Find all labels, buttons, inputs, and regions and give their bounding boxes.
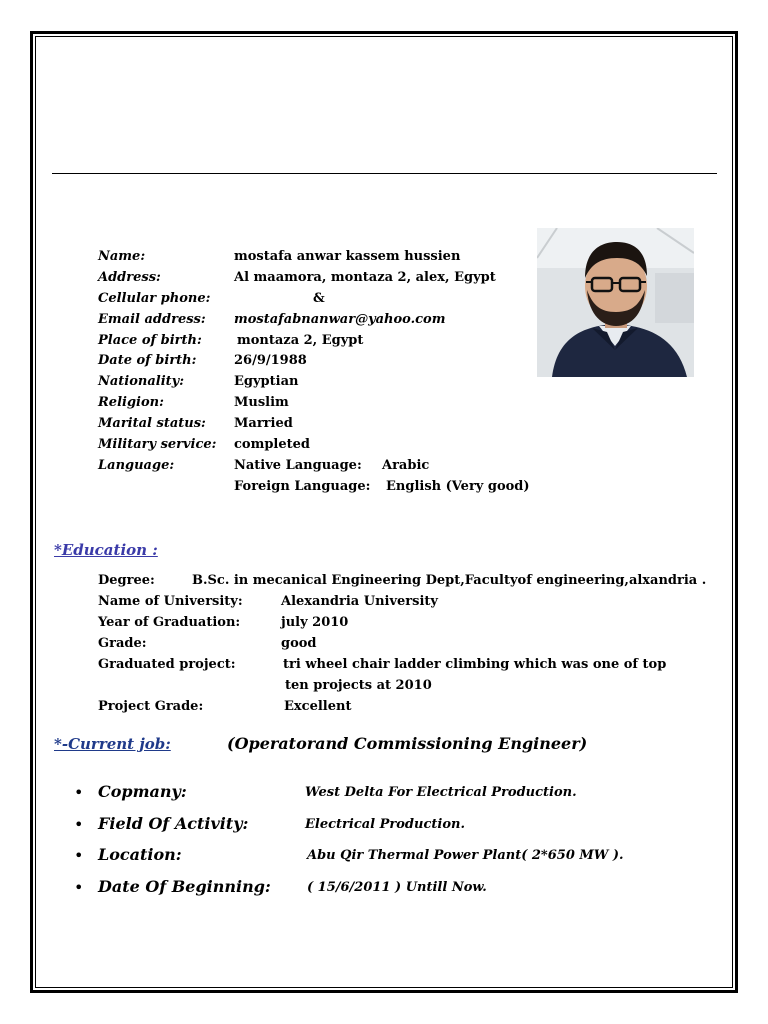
religion-label: Religion: [98, 395, 164, 410]
education-heading: *Education : [54, 541, 158, 559]
date-of-birth-value: 26/9/1988 [234, 353, 307, 368]
name-value: mostafa anwar kassem hussien [234, 249, 461, 264]
graduated-project-value-line1: tri wheel chair ladder climbing which was one of top [283, 657, 667, 672]
military-service-label: Military service: [98, 437, 217, 452]
name-label: Name: [98, 249, 146, 264]
military-service-value: completed [234, 437, 311, 452]
current-job-heading: *-Current job: [54, 735, 171, 753]
header-divider [52, 173, 717, 174]
language-label: Language: [98, 458, 175, 473]
place-of-birth-value: montaza 2, Egypt [237, 333, 364, 348]
graduated-project-value-line2: ten projects at 2010 [285, 678, 432, 693]
grade-label: Grade: [98, 636, 147, 651]
grade-value: good [281, 636, 317, 651]
address-label: Address: [98, 270, 161, 285]
phone-label: Cellular phone: [98, 291, 211, 306]
religion-value: Muslim [234, 395, 289, 410]
marital-status-label: Marital status: [98, 416, 206, 431]
address-value: Al maamora, montaza 2, alex, Egypt [234, 270, 496, 285]
project-grade-value: Excellent [284, 699, 352, 714]
degree-label: Degree: [98, 573, 155, 588]
location-value: Abu Qir Thermal Power Plant( 2*650 MW ). [307, 848, 624, 863]
foreign-language-label: Foreign Language: [234, 479, 371, 494]
phone-value: & [313, 291, 325, 306]
project-grade-label: Project Grade: [98, 699, 204, 714]
nationality-value: Egyptian [234, 374, 299, 389]
marital-status-value: Married [234, 416, 293, 431]
nationality-label: Nationality: [98, 374, 185, 389]
graduated-project-label: Graduated project: [98, 657, 236, 672]
bullet-icon: • [74, 846, 84, 865]
job-title: (Operatorand Commissioning Engineer) [227, 734, 588, 753]
location-label: Location: [98, 845, 182, 864]
foreign-language-value: English (Very good) [386, 479, 530, 494]
bullet-icon: • [74, 783, 84, 802]
company-label: Copmany: [98, 782, 187, 801]
bullet-icon: • [74, 878, 84, 897]
bullet-icon: • [74, 815, 84, 834]
date-of-beginning-value: ( 15/6/2011 ) Untill Now. [307, 880, 487, 895]
university-value: Alexandria University [281, 594, 438, 609]
date-of-birth-label: Date of birth: [98, 353, 197, 368]
university-label: Name of University: [98, 594, 243, 609]
native-language-label: Native Language: [234, 458, 362, 473]
field-of-activity-label: Field Of Activity: [98, 814, 249, 833]
graduation-year-label: Year of Graduation: [98, 615, 241, 630]
portrait-image [537, 228, 694, 377]
email-label: Email address: [98, 312, 206, 327]
date-of-beginning-label: Date Of Beginning: [98, 877, 271, 896]
graduation-year-value: july 2010 [281, 615, 349, 630]
company-value: West Delta For Electrical Production. [305, 785, 577, 800]
profile-photo [537, 228, 694, 377]
native-language-value: Arabic [382, 458, 430, 473]
field-of-activity-value: Electrical Production. [305, 817, 465, 832]
place-of-birth-label: Place of birth: [98, 333, 202, 348]
email-value[interactable]: mostafabnanwar@yahoo.com [234, 312, 446, 327]
degree-value: B.Sc. in mecanical Engineering Dept,Facultyof engineering,alxandria . [192, 573, 707, 588]
